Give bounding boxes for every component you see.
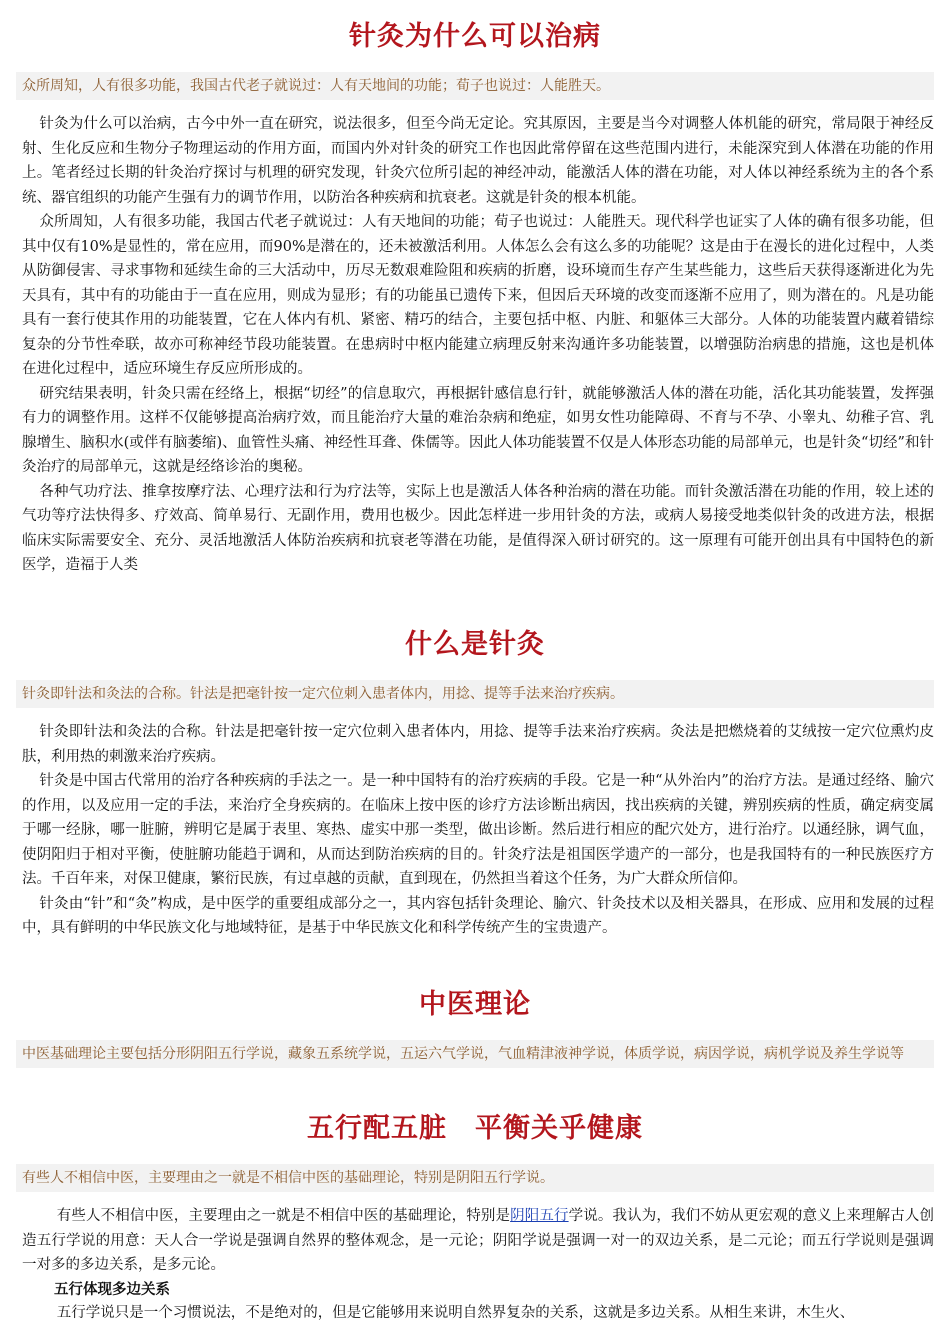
- paragraph: 众所周知，人有很多功能，我国古代老子就说过：人有天地间的功能；荀子也说过：人能胜天。现代科学也证实了人体的确有很多功能，但其中仅有10%是显性的，常在应用，而90%是潜在的，还未被激活利用。人体怎么会有这么多的功能呢？这是由于在漫长的进化过程中，人类从防御侵害、寻求事物和延续生命的三大活动中，历尽无数艰难险阻和疾病的折磨，设环境而生存产生某些能力，这些后天获得逐渐进化为先天具有，其中有的功能由于一直在应用，则成为显形；有的功能虽已遗传下来，但因后天环境的改变而逐渐不应用了，则为潜在的。凡是功能具有一套行使其作用的功能装置，它在人体内有机、紧密、精巧的结合，主要包括中枢、内脏、和躯体三大部分。人体的功能装置内藏着错综复杂的分节性牵联，故亦可称神经节段功能装置。在患病时中枢内能建立病理反射来沟通许多功能装置，以增强防治病患的措施，这也是机体在进化过程中，适应环境生存反应所形成的。: [22, 214, 934, 377]
- paragraph-text: 学说。我认为，我们不妨从更宏观的意义上来理解古人创造五行学说的用意：天人合一学说是强调自然界的整体观念，是一元论；阴阳学说是强调一对一的双边关系，是二元论；而五行学说则是强调一对多的多边关系，是多元论。: [22, 1208, 935, 1273]
- paragraph-text: 有些人不相信中医，主要理由之一就是不相信中医的基础理论，特别是: [56, 1208, 511, 1224]
- paragraph: 针灸是中国古代常用的治疗各种疾病的手法之一。是一种中国特有的治疗疾病的手段。它是一种“从外治内”的治疗方法。是通过经络、腧穴的作用，以及应用一定的手法，来治疗全身疾病的。在临床上按中医的诊疗方法诊断出病因，找出疾病的关键，辨别疾病的性质，确定病变属于哪一经脉，哪一脏腑，辨明它是属于表里、寒热、虚实中那一类型，做出诊断。然后进行相应的配穴处方，进行治疗。以通经脉，调气血，使阴阳归于相对平衡，使脏腑功能趋于调和，从而达到防治疾病的目的。针灸疗法是祖国医学遗产的一部分，也是我国特有的一种民族医疗方法。千百年来，对保卫健康，繁衍民族，有过卓越的贡献，直到现在，仍然担当着这个任务，为广大群众所信仰。: [22, 773, 934, 887]
- section-summary: 有些人不相信中医，主要理由之一就是不相信中医的基础理论，特别是阴阳五行学说。: [16, 1164, 934, 1192]
- yin-yang-five-elements-link[interactable]: 阴阳五行: [510, 1208, 569, 1224]
- paragraph: [22, 1204, 934, 1278]
- paragraph: 各种气功疗法、推拿按摩疗法、心理疗法和行为疗法等，实际上也是激活人体各种治病的潜在功能。而针灸激活潜在功能的作用，较上述的气功等疗法快得多、疗效高、简单易行、无副作用，费用也极少。因此怎样进一步用针灸的方法，或病人易接受地类似针灸的改进方法，根据临床实际需要安全、充分、灵活地激活人体防治疾病和抗衰老等潜在功能，是值得深入研讨研究的。这一原理有可能开创出具有中国特色的新医学，造福于人类: [22, 483, 934, 573]
- section-body: [22, 112, 934, 578]
- section-title-five-elements: 五行配五脏 平衡关乎健康: [307, 1113, 643, 1144]
- paragraph: 五行学说只是一个习惯说法，不是绝对的，但是它能够用来说明自然界复杂的关系，这就是多边关系。从相生来讲，木生火、: [56, 1305, 855, 1321]
- section-body: [22, 720, 934, 941]
- subheading: 五行体现多边关系: [54, 1281, 170, 1298]
- section-summary: 中医基础理论主要包括分形阴阳五行学说，藏象五系统学说，五运六气学说，气血精津液神学说，体质学说，病因学说，病机学说及养生学说等: [16, 1040, 934, 1068]
- paragraph: 研究结果表明，针灸只需在经络上，根据“切经”的信息取穴，再根据针感信息行针，就能够激活人体的潜在功能，活化其功能装置，发挥强有力的调整作用。这样不仅能够提高治病疗效，而且能治疗大量的难治杂病和绝症，如男女性功能障碍、不育与不孕、小睾丸、幼稚子宫、乳腺增生、脑积水(或伴有脑萎缩)、血管性头痛、神经性耳聋、侏儒等。因此人体功能装置不仅是人体形态功能的局部单元，也是针灸“切经”和针灸治疗的局部单元，这就是经络诊治的奥秘。: [22, 385, 934, 475]
- paragraph: 针灸即针法和灸法的合称。针法是把毫针按一定穴位刺入患者体内，用捻、提等手法来治疗疾病。灸法是把燃烧着的艾绒按一定穴位熏灼皮肤，利用热的刺激来治疗疾病。: [22, 724, 934, 765]
- section-title-tcm-theory: 中医理论: [419, 989, 531, 1020]
- section-title-what-is-acupuncture: 什么是针灸: [405, 629, 545, 660]
- section-summary: 针灸即针法和灸法的合称。针法是把毫针按一定穴位刺入患者体内，用捻、提等手法来治疗疾病。: [16, 680, 934, 708]
- section-body: [22, 1204, 934, 1278]
- section-body: [22, 1301, 934, 1326]
- section-title-acupuncture-why: 针灸为什么可以治病: [349, 21, 601, 52]
- section-summary: 众所周知，人有很多功能，我国古代老子就说过：人有天地间的功能；荀子也说过：人能胜天。: [16, 72, 934, 100]
- paragraph: 针灸由“针”和“灸”构成，是中医学的重要组成部分之一，其内容包括针灸理论、腧穴、针灸技术以及相关器具，在形成、应用和发展的过程中，具有鲜明的中华民族文化与地域特征，是基于中华民族文化和科学传统产生的宝贵遗产。: [22, 895, 934, 936]
- paragraph: 针灸为什么可以治病，古今中外一直在研究，说法很多，但至今尚无定论。究其原因，主要是当今对调整人体机能的研究，常局限于神经反射、生化反应和生物分子物理运动的作用方面，而国内外对针灸的研究工作也因此常停留在这些范围内进行，未能深究到人体潜在功能的作用上。笔者经过长期的针灸治疗探讨与机理的研究发现，针灸穴位所引起的神经冲动，能激活人体的潜在功能，对人体以神经系统为主的各个系统、器官组织的功能产生强有力的调节作用，以防治各种疾病和抗衰老。这就是针灸的根本机能。: [22, 116, 934, 206]
